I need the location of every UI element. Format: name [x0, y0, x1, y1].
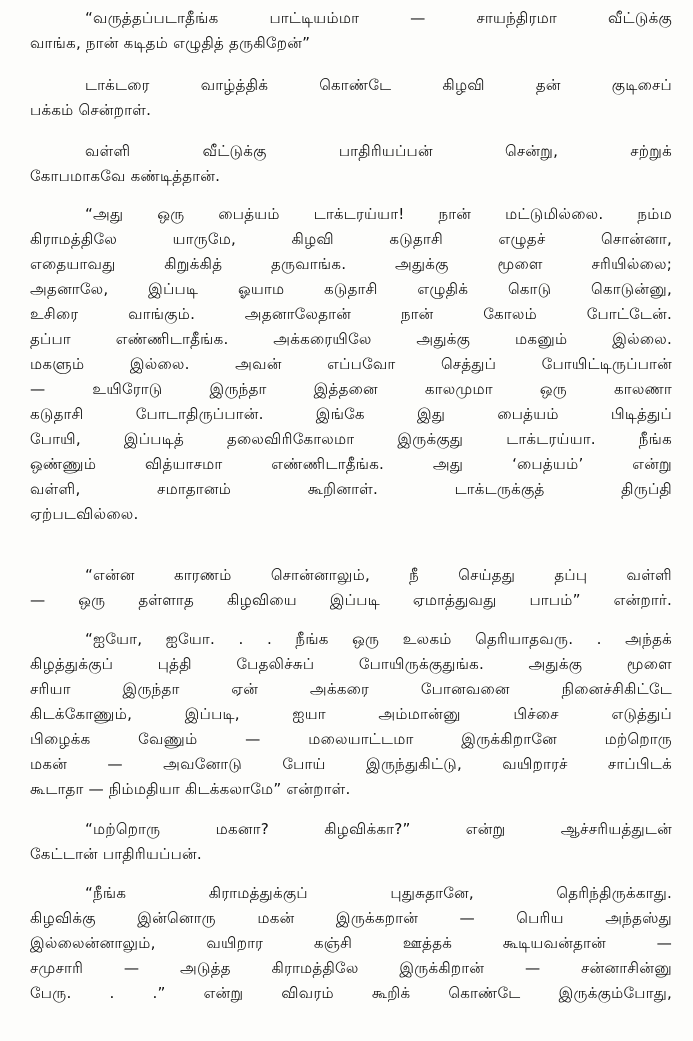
text-line: பக்கம் சென்றாள். [30, 101, 152, 119]
text-line: ஒண்ணும் வித்யாசமா எண்ணிடாதீங்க. அது ‘பைத்யம்’ என்று [30, 455, 672, 473]
paragraph-dialogue-question [30, 817, 672, 867]
text-line: வாங்க, நான் கடிதம் எழுதித் தருகிறேன்” [30, 34, 311, 52]
text-line: கடுதாசி போடாதிருப்பான். இங்கே இது பைத்யம் பிடித்துப் [30, 405, 672, 423]
text-line: கூடாதா — நிம்மதியா கிடக்கலாமே” என்றாள். [30, 780, 351, 798]
text-line: சரியா இருந்தா ஏன் அக்கரை போனவனை நினைச்சிகிட்டே [30, 680, 672, 698]
text-line: அதனாலே, இப்படி ஓயாம கடுதாசி எழுதிக் கொடு கொடுன்னு, [30, 280, 672, 298]
text-line: ஏற்படவில்லை. [30, 505, 139, 523]
text-line: மகன் — அவனோடு போய் இருந்துகிட்டு, வயிறாரச் சாப்பிடக் [30, 755, 672, 773]
text-line: டாக்டரை வாழ்த்திக் கொண்டே கிழவி தன் குடிசைப் [85, 76, 672, 94]
text-line: “நீங்க கிராமத்துக்குப் புதுசுதானே, தெரிந்திருக்காது. [85, 884, 672, 902]
paragraph-dialogue-doctor [30, 6, 672, 56]
text-line: “என்ன காரணம் சொன்னாலும், நீ செய்தது தப்பு வள்ளி [85, 566, 672, 584]
text-line: இல்லைன்னாலும், வயிறார கஞ்சி ஊத்தக் கூடியவன்தான் — [30, 934, 672, 952]
text-line: உசிரை வாங்கும். அதனாலேதான் நான் கோலம் போட்டேன். [30, 305, 672, 323]
text-line: “அது ஒரு பைத்யம் டாக்டரய்யா! நான் மட்டுமில்லை. நம்ம [85, 205, 672, 223]
text-line: கிழத்துக்குப் புத்தி பேதலிச்சுப் போயிருக்குதுங்க. அதுக்கு மூளை [30, 655, 672, 673]
paragraph-narration-old-woman [30, 73, 672, 123]
text-line: “மற்றொரு மகனா? கிழவிக்கா?” என்று ஆச்சரியத்துடன் [85, 820, 672, 838]
text-line: கோபமாகவே கண்டித்தான். [30, 167, 221, 185]
text-line: — ஒரு தள்ளாத கிழவியை இப்படி ஏமாத்துவது பாபம்” என்றார். [30, 591, 672, 609]
text-line: “வருத்தப்படாதீங்க பாட்டியம்மா — சாயந்திரமா வீட்டுக்கு [85, 9, 672, 27]
text-line: வள்ளி வீட்டுக்கு பாதிரியப்பன் சென்று, சற்றுக் [85, 142, 672, 160]
text-line: வள்ளி, சமாதானம் கூறினாள். டாக்டருக்குத் திருப்தி [30, 480, 672, 498]
paragraph-dialogue-doctor-reply [30, 563, 672, 613]
text-line: பேரு. . .” என்று விவரம் கூறிக் கொண்டே இருக்கும்போது, [30, 984, 672, 1002]
text-line: சமுசாரி — அடுத்த கிராமத்திலே இருக்கிறான் — சன்னாசின்னு [30, 959, 672, 977]
text-line: போயி, இப்படித் தலைவிரிகோலமா இருக்குது டாக்டரய்யா. நீங்க [30, 430, 672, 448]
text-line: “ஐயோ, ஐயோ. . . நீங்க ஒரு உலகம் தெரியாதவரு. . அந்தக் [85, 630, 672, 648]
text-line: எதையாவது கிறுக்கித் தருவாங்க. அதுக்கு மூளை சரியில்லை; [30, 255, 672, 273]
text-line: — உயிரோடு இருந்தா இத்தனை காலமுமா ஒரு காலணா [30, 380, 672, 398]
paragraph-dialogue-valli-explains [30, 627, 672, 802]
text-line: கிழவிக்கு இன்னொரு மகன் இருக்கறான் — பெரிய அந்தஸ்து [30, 909, 672, 927]
text-line: கேட்டான் பாதிரியப்பன். [30, 845, 202, 863]
paragraph-dialogue-valli-answer [30, 881, 672, 1006]
text-line: தப்பா எண்ணிடாதீங்க. அக்கரையிலே அதுக்கு மகனும் இல்லை. [30, 330, 672, 348]
text-line: கிடக்கோணும், இப்படி, ஐயா அம்மான்னு பிச்சை எடுத்துப் [30, 705, 672, 723]
paragraph-dialogue-valli [30, 202, 672, 527]
paragraph-narration-pathiriyappan [30, 139, 672, 189]
text-line: கிராமத்திலே யாருமே, கிழவி கடுதாசி எழுதச் சொன்னா, [30, 230, 672, 248]
text-line: மகளும் இல்லை. அவன் எப்பவோ செத்துப் போயிட்டிருப்பான் [30, 355, 672, 373]
text-line: பிழைக்க வேணும் — மலையாட்டமா இருக்கிறானே மற்றொரு [30, 730, 672, 748]
